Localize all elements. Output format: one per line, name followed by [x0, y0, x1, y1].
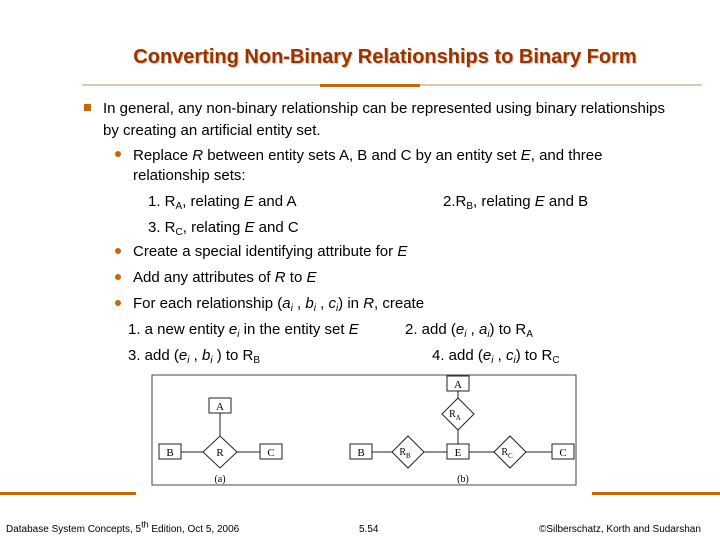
relationship-ra-label: $R_A$: [449, 409, 461, 422]
footer-slide-number: 5.54: [359, 524, 379, 535]
bullet-square-icon: [84, 104, 91, 111]
bullet4-text: For each relationship ($a_i$ , $b_i$ , $c_i$) in R, create: [133, 295, 425, 314]
footer-rule-left: [0, 492, 136, 495]
footer-course: Database System Concepts, 5th Edition, Oct 5, 2006: [6, 519, 240, 535]
title-underline-accent: [320, 84, 420, 87]
bullet-dot-icon: [115, 248, 121, 254]
footer-rule-right: [592, 492, 720, 495]
entity-a-label: A: [216, 401, 224, 413]
relationship-r-label: R: [216, 447, 224, 459]
step-1: 1. a new entity $e_i$ in the entity set E: [128, 321, 359, 340]
bullet2-text: Create a special identifying attribute for E: [133, 243, 408, 260]
footer-copyright: ©Silberschatz, Korth and Sudarshan: [539, 524, 701, 535]
entity-a-label: A: [454, 379, 462, 391]
step-2: 2. add ($e_i$ , $a_i$) to $R_A$: [405, 321, 533, 340]
step-4: 4. add ($e_i$ , $c_i$) to $R_C$: [432, 347, 560, 366]
diagram-b: [350, 376, 574, 485]
entity-b-label: B: [166, 447, 174, 459]
caption-b: (b): [457, 474, 469, 485]
rel-set-2: $2.R_B$, relating E and B: [443, 193, 589, 212]
entity-b-label: B: [357, 447, 365, 459]
er-diagram-figure: [150, 370, 580, 490]
diagram-a: [159, 398, 282, 485]
entity-c-label: C: [267, 447, 275, 459]
figure-border: [152, 375, 576, 485]
bullet-dot-icon: [115, 300, 121, 306]
relationship-rb-label: $R_B$: [399, 447, 411, 460]
intro-line-1: In general, any non-binary relationship can be represented using binary relationships: [103, 100, 666, 117]
bullet-dot-icon: [115, 274, 121, 280]
relationship-rc-label: $R_C$: [501, 447, 513, 460]
entity-c-label: C: [559, 447, 567, 459]
rel-set-1: 1. $R_A$, relating E and A: [148, 193, 297, 212]
bullet1-line-1: Replace R between entity sets A, B and C by an entity set E, and three: [133, 147, 603, 164]
rel-set-3: 3. $R_C$, relating E and C: [148, 219, 299, 238]
bullet1-line-2: relationship sets:: [133, 167, 246, 184]
step-3: 3. add ($e_i$ , $b_i$ ) to $R_B$: [128, 347, 261, 366]
entity-e-label: E: [454, 447, 462, 459]
bullet-dot-icon: [115, 151, 121, 157]
slide-title: Converting Non-Binary Relationships to Binary Form: [133, 46, 637, 68]
intro-line-2: by creating an artificial entity set.: [103, 122, 321, 139]
bullet3-text: Add any attributes of R to E: [133, 269, 317, 286]
caption-a: (a): [214, 474, 226, 485]
